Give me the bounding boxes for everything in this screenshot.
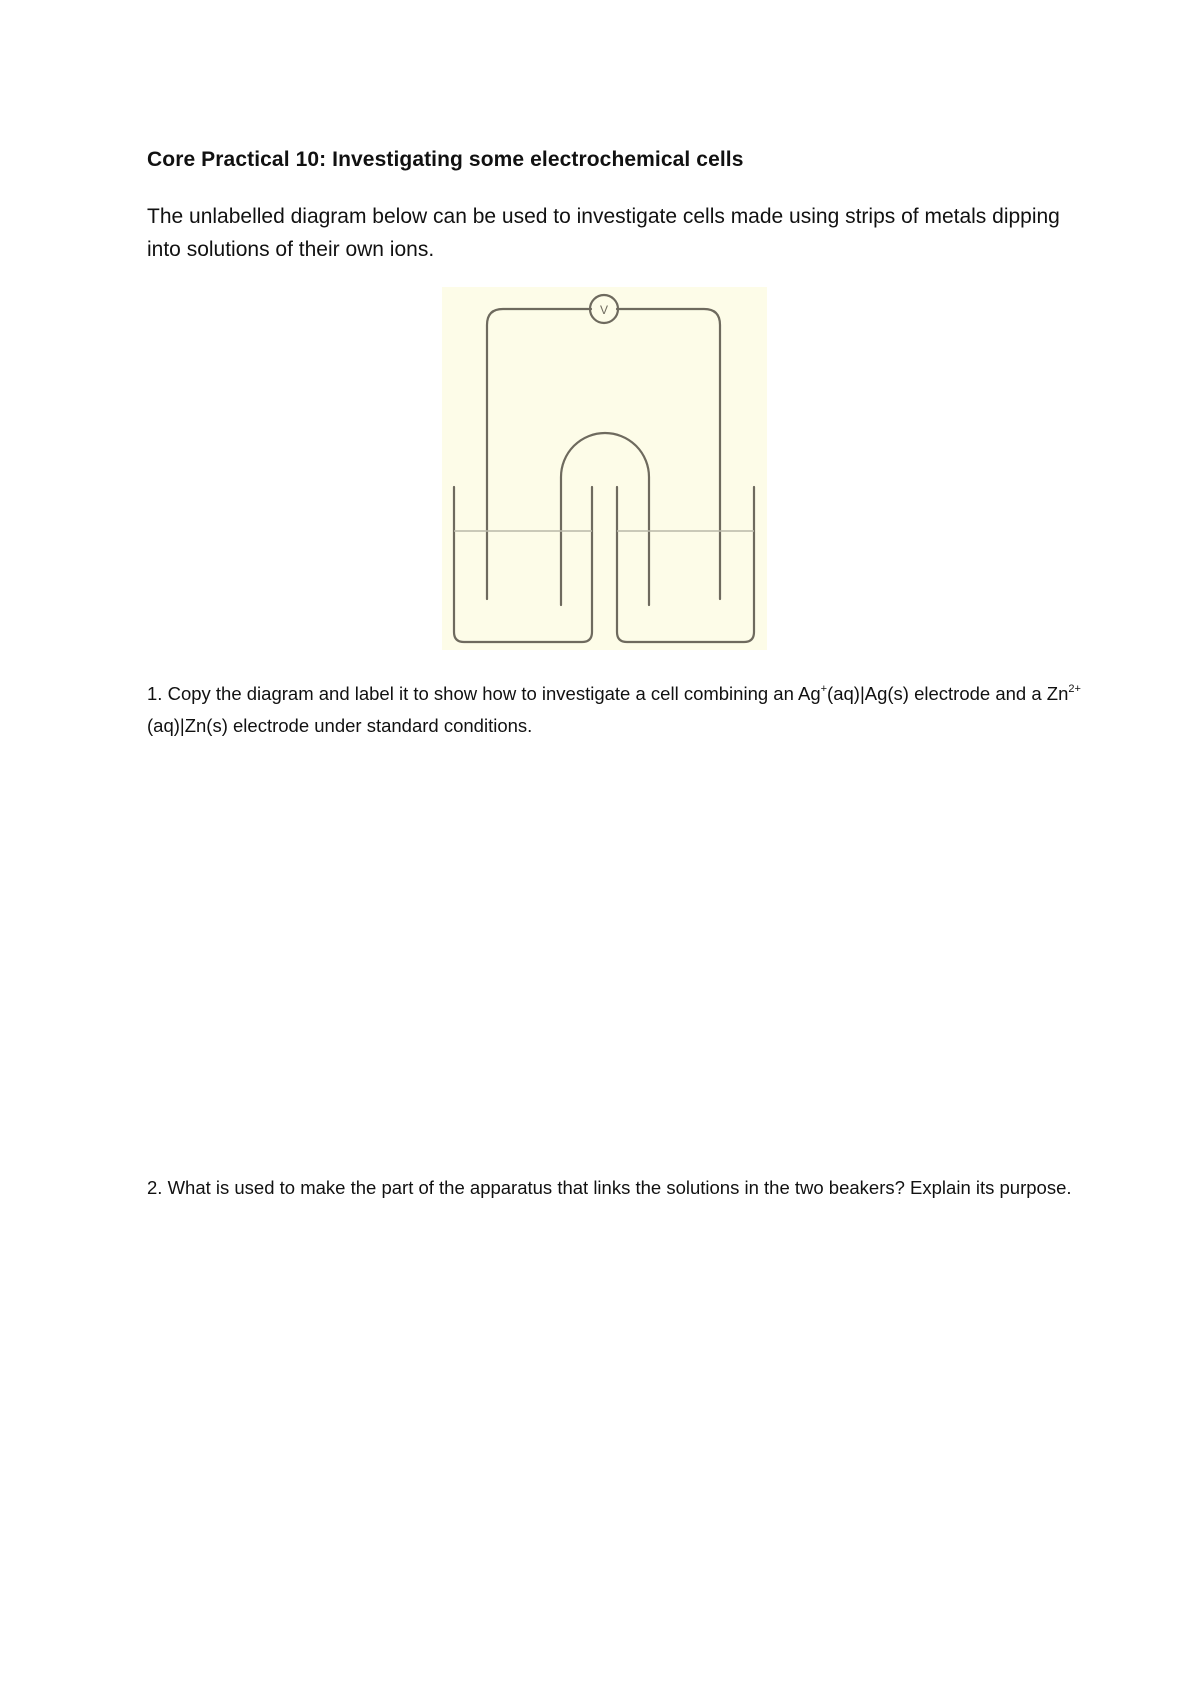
voltmeter-symbol: V	[599, 303, 609, 317]
question-1-text-part1: Copy the diagram and label it to show how to investigate a cell combining an Ag	[167, 683, 821, 704]
page-title: Core Practical 10: Investigating some electrochemical cells	[147, 148, 744, 171]
question-1-text-part3: (aq)|Zn(s) electrode under standard conditions.	[147, 715, 533, 736]
question-2-text: What is used to make the part of the apparatus that links the solutions in the two beakers? Explain its purpose.	[167, 1177, 1072, 1198]
question-1-superscript-zn: 2+	[1068, 683, 1081, 695]
question-2-number: 2.	[147, 1177, 163, 1198]
question-1	[147, 678, 1087, 742]
question-2	[147, 1172, 1087, 1204]
diagram-background	[442, 287, 767, 650]
intro-paragraph: The unlabelled diagram below can be used to investigate cells made using strips of metals dipping into solutions of their own ions.	[147, 205, 1060, 261]
question-1-text-part2: (aq)|Ag(s) electrode and a Zn	[827, 683, 1069, 704]
electrochemical-cell-diagram	[442, 287, 767, 650]
question-1-number: 1.	[147, 683, 163, 704]
question-1-superscript-ag: +	[820, 683, 828, 695]
